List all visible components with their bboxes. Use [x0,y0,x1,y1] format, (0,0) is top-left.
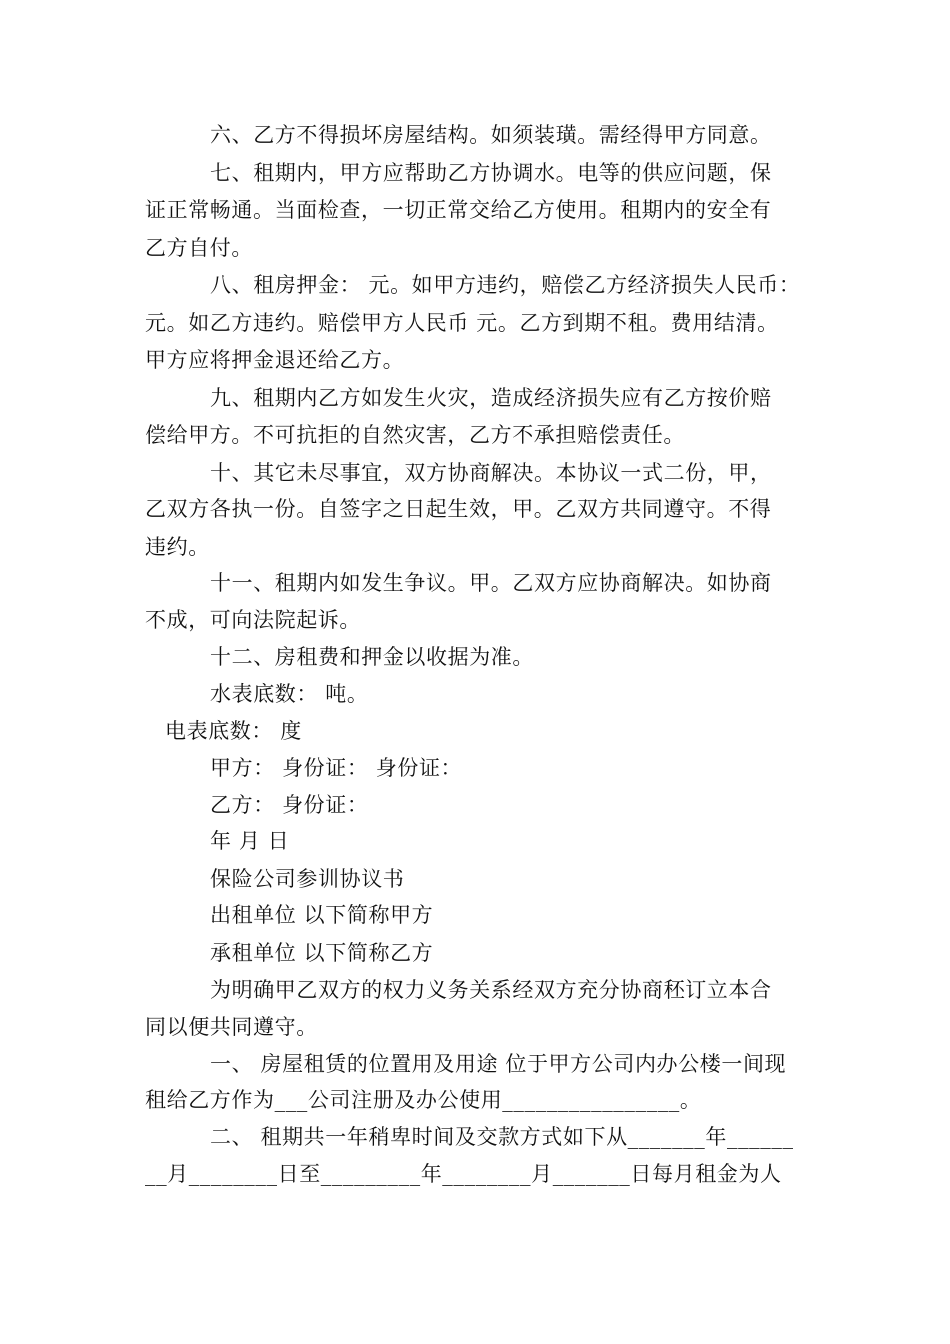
text-line: 电表底数： 度 [165,719,302,743]
text-line: 乙方： 身份证： [210,793,369,817]
text-line: 同以便共同遵守。 [145,1015,318,1039]
text-line: 元。如乙方违约。赔偿甲方人民币 元。乙方到期不租。费用结清。 [145,311,779,335]
text-line: 十二、房租费和押金以收据为准。 [210,645,534,669]
text-line: 七、租期内，甲方应帮助乙方协调水。电等的供应问题，保 [210,161,772,185]
text-line: 水表底数： 吨。 [210,682,369,706]
text-line: 八、租房押金： 元。如甲方违约，赔偿乙方经济损失人民币： [210,273,801,297]
text-line: 年 月 日 [210,829,290,853]
text-line: 十一、租期内如发生争议。甲。乙双方应协商解决。如协商 [210,571,772,595]
text-line: 偿给甲方。不可抗拒的自然灾害，乙方不承担赔偿责任。 [145,423,685,447]
text-line: __月________日至_________年________月_______日每月租金为人 [145,1162,782,1186]
text-line: 二、 租期共一年稍卑时间及交款方式如下从_______年______ [210,1125,794,1149]
text-line: 甲方应将押金退还给乙方。 [145,348,405,372]
text-line: 违约。 [145,535,210,559]
text-line: 甲方： 身份证： 身份证： [210,756,463,780]
text-line: 六、乙方不得损坏房屋结构。如须装璜。需经得甲方同意。 [210,123,772,147]
text-line: 一、 房屋租赁的位置用及用途 位于甲方公司内办公楼一间现 [210,1052,787,1076]
text-line: 承租单位 以下简称乙方 [210,941,434,965]
text-line: 不成，可向法院起诉。 [145,608,361,632]
text-line: 证正常畅通。当面检查，一切正常交给乙方使用。租期内的安全有 [145,198,772,222]
text-line: 乙双方各执一份。自签字之日起生效，甲。乙双方共同遵守。不得 [145,497,772,521]
text-line: 为明确甲乙双方的权力义务关系经双方充分协商秠订立本合 [210,978,772,1002]
text-line: 九、租期内乙方如发生火灾，造成经济损失应有乙方按价赔 [210,386,772,410]
text-line: 租给乙方作为___公司注册及办公使用________________。 [145,1088,702,1112]
text-line: 十、其它未尽事宜，双方协商解决。本协议一式二份，甲， [210,461,772,485]
text-line: 出租单位 以下简称甲方 [210,903,434,927]
text-line: 保险公司参训协议书 [210,867,405,891]
text-line: 乙方自付。 [145,236,253,260]
